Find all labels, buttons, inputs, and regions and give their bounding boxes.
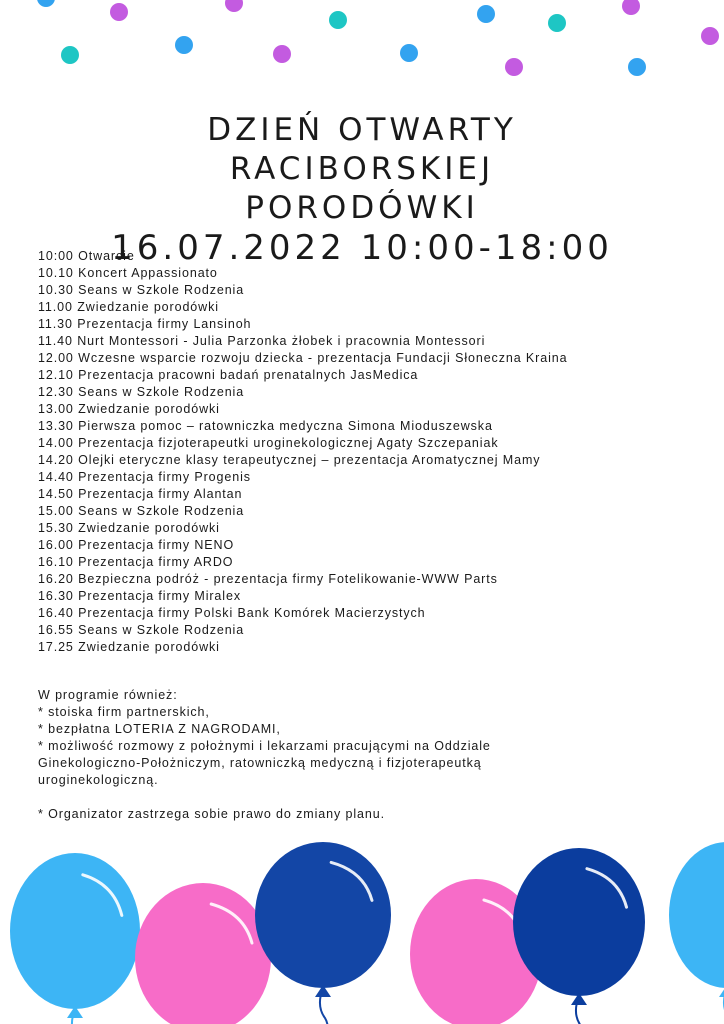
schedule-item: 10:00 Otwarcie <box>38 249 135 263</box>
balloon <box>669 842 724 1024</box>
balloon <box>10 853 140 1024</box>
schedule-item: 10.10 Koncert Appassionato <box>38 266 218 280</box>
also-in-program-section <box>38 687 698 789</box>
extras-heading: W programie również: <box>38 688 178 702</box>
schedule-item: 14.20 Olejki eteryczne klasy terapeutycznej – prezentacja Aromatycznej Mamy <box>38 453 541 467</box>
schedule-item: 15.00 Seans w Szkole Rodzenia <box>38 504 245 518</box>
confetti-dot <box>477 5 495 23</box>
schedule-item: 11.30 Prezentacja firmy Lansinoh <box>38 317 252 331</box>
schedule-item: 11.00 Zwiedzanie porodówki <box>38 300 219 314</box>
schedule-item: 12.30 Seans w Szkole Rodzenia <box>38 385 245 399</box>
confetti-dot <box>329 11 347 29</box>
title-line-2: RACIBORSKIEJ <box>229 151 495 188</box>
confetti-dot <box>61 46 79 64</box>
schedule-item: 16.55 Seans w Szkole Rodzenia <box>38 623 245 637</box>
schedule-item: 14.50 Prezentacja firmy Alantan <box>38 487 243 501</box>
balloon <box>513 848 645 1024</box>
schedule-item: 12.00 Wczesne wsparcie rozwoju dziecka - prezentacja Fundacji Słoneczna Kraina <box>38 351 568 365</box>
schedule-item: 10.30 Seans w Szkole Rodzenia <box>38 283 245 297</box>
balloon <box>410 879 542 1024</box>
extras-line: uroginekologiczną. <box>38 773 159 787</box>
schedule-item: 14.00 Prezentacja fizjoterapeutki uroginekologicznej Agaty Szczepaniak <box>38 436 499 450</box>
confetti-dot <box>505 58 523 76</box>
confetti-dot <box>701 27 719 45</box>
extras-line: * stoiska firm partnerskich, <box>38 705 210 719</box>
organizer-note: * Organizator zastrzega sobie prawo do zmiany planu. <box>38 807 385 821</box>
schedule-item: 13.30 Pierwsza pomoc – ratowniczka medyczna Simona Mioduszewska <box>38 419 493 433</box>
schedule-item: 13.00 Zwiedzanie porodówki <box>38 402 220 416</box>
confetti-dot <box>225 0 243 12</box>
title-line-3: PORODÓWKI <box>245 190 479 227</box>
schedule-item: 16.00 Prezentacja firmy NENO <box>38 538 235 552</box>
balloon <box>255 842 391 1024</box>
confetti-dot <box>273 45 291 63</box>
schedule-item: 11.40 Nurt Montessori - Julia Parzonka żłobek i pracownia Montessori <box>38 334 486 348</box>
extras-line: * bezpłatna LOTERIA Z NAGRODAMI, <box>38 722 281 736</box>
balloon <box>135 883 271 1024</box>
schedule-item: 16.20 Bezpieczna podróż - prezentacja firmy Fotelikowanie-WWW Parts <box>38 572 498 586</box>
extras-line: * możliwość rozmowy z położnymi i lekarzami pracującymi na Oddziale <box>38 739 491 753</box>
schedule-list <box>38 248 698 656</box>
schedule-item: 16.10 Prezentacja firmy ARDO <box>38 555 234 569</box>
confetti-dots-decoration <box>0 0 724 90</box>
schedule-item: 14.40 Prezentacja firmy Progenis <box>38 470 251 484</box>
schedule-item: 16.30 Prezentacja firmy Miralex <box>38 589 241 603</box>
confetti-dot <box>628 58 646 76</box>
event-date-time: 16.07.2022 10:00-18:00 <box>111 228 613 269</box>
title-line-1: DZIEŃ OTWARTY <box>207 112 517 149</box>
confetti-dot <box>37 0 55 7</box>
confetti-dot <box>400 44 418 62</box>
schedule-item: 12.10 Prezentacja pracowni badań prenatalnych JasMedica <box>38 368 419 382</box>
confetti-dot <box>110 3 128 21</box>
confetti-dot <box>622 0 640 15</box>
confetti-dot <box>548 14 566 32</box>
extras-line: Ginekologiczno-Położniczym, ratowniczką medyczną i fizjoterapeutką <box>38 756 482 770</box>
schedule-item: 16.40 Prezentacja firmy Polski Bank Komórek Macierzystych <box>38 606 426 620</box>
schedule-item: 17.25 Zwiedzanie porodówki <box>38 640 220 654</box>
schedule-item: 15.30 Zwiedzanie porodówki <box>38 521 220 535</box>
event-title <box>0 111 724 268</box>
confetti-dot <box>175 36 193 54</box>
